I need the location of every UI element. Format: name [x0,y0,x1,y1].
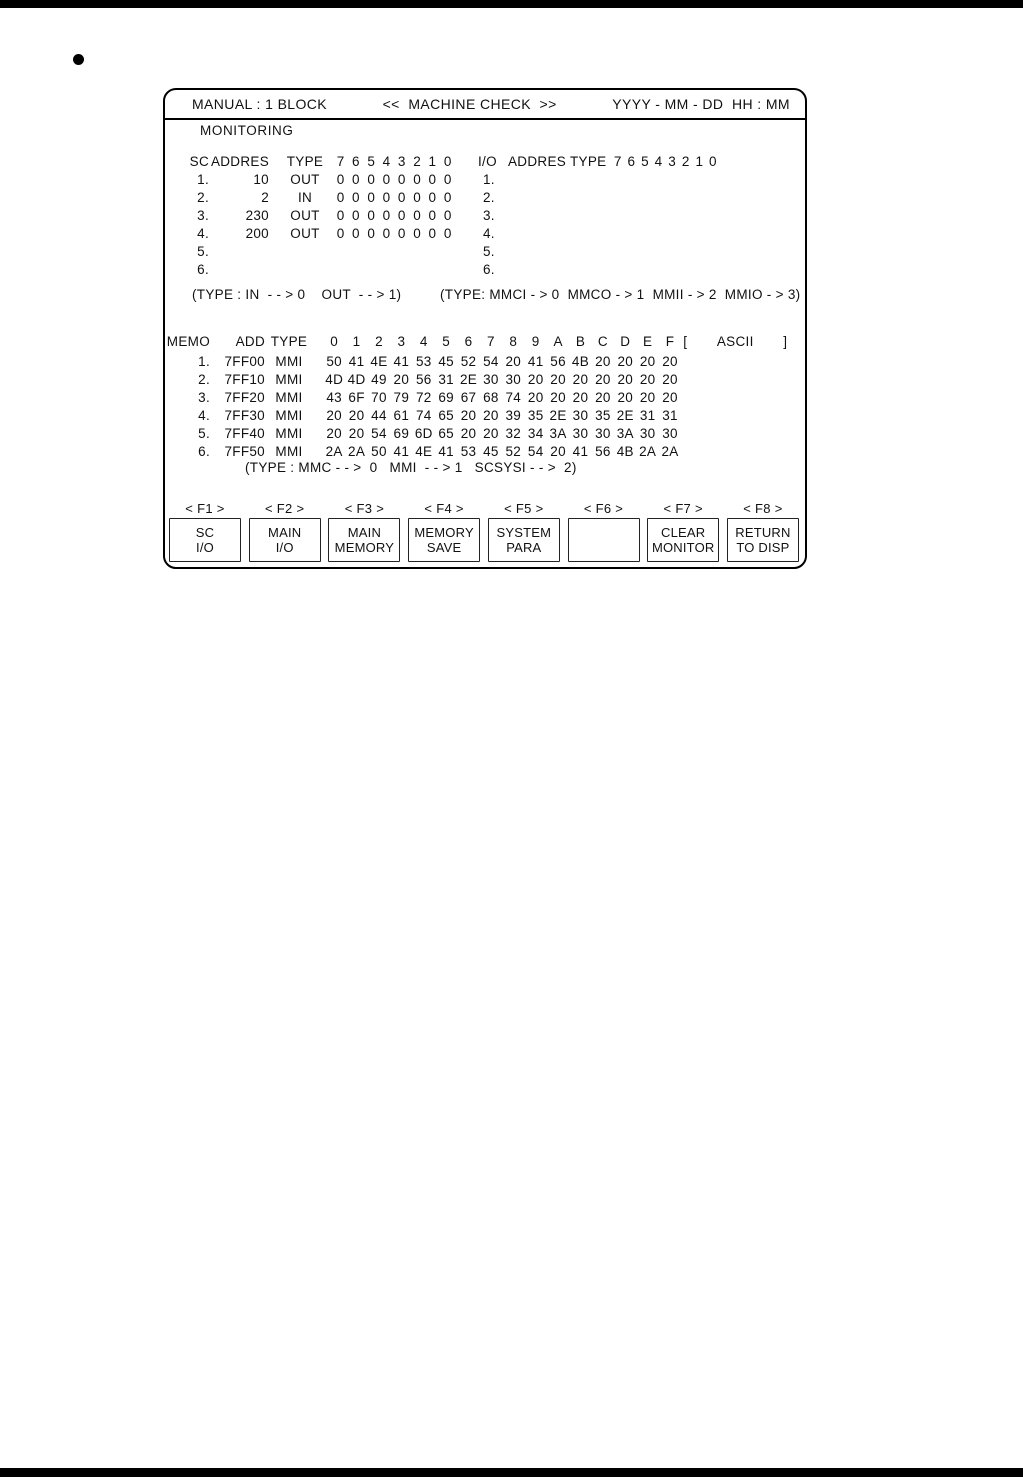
bit-cell: 0 [382,226,391,241]
hex-byte-cell: 20 [572,372,589,387]
table-row [478,189,720,207]
row-number: 2. [483,190,495,205]
table-row [165,189,455,207]
hex-header-cell: 7 [487,334,495,349]
bit-cell: 0 [428,226,437,241]
memory-monitor-table [165,333,787,461]
hex-byte-cell: 69 [393,426,410,441]
mode-status: MANUAL : 1 BLOCK [192,96,328,112]
hex-byte-cell: 72 [415,390,432,405]
table-row [478,261,720,279]
row-number: 5. [483,244,495,259]
hex-byte-cell: 20 [483,426,499,441]
hex-byte-cell: 20 [617,354,634,369]
fkey-f3-button[interactable] [328,518,400,562]
hex-byte-cell: 34 [527,426,544,441]
fkey-f5-label: < F5 > [504,501,544,516]
hex-byte-cell: 20 [550,444,566,459]
hex-byte-cell: 41 [572,444,589,459]
hex-byte-cell: 20 [595,390,611,405]
fkey-f6-button[interactable] [568,518,640,562]
hex-byte-cell: 50 [326,354,342,369]
memo-table-header [165,333,787,351]
hex-byte-cell: 45 [438,354,454,369]
hex-byte-cell: 20 [460,408,477,423]
hex-header-cell: 4 [419,334,428,349]
hex-byte-cell: 20 [348,426,365,441]
hex-byte-cell: 41 [348,354,365,369]
type-value: IN [297,190,313,205]
hex-byte-cell: 20 [639,354,656,369]
hex-byte-cell: 41 [527,354,544,369]
hex-byte-cell: 67 [460,390,477,405]
hex-byte-cell: 30 [505,372,522,387]
hex-byte-cell: 31 [662,408,678,423]
hex-byte-cell: 20 [326,426,342,441]
screen-header [165,90,805,118]
hex-byte-cell: 20 [550,372,566,387]
hex-byte-cell: 20 [617,390,634,405]
row-number: 3. [198,390,210,405]
hex-byte-cell: 56 [550,354,566,369]
hex-byte-cell: 54 [527,444,544,459]
bit-cell: 0 [367,172,376,187]
bit-cell: 0 [413,190,422,205]
table-row [165,261,455,279]
col-header-ascii: ASCII [716,334,754,349]
fkey-button-text: MONITOR [651,540,715,555]
hex-byte-cell: 61 [393,408,410,423]
hex-byte-cell: 74 [415,408,432,423]
hex-byte-cell: 53 [415,354,432,369]
type-value: MMI [275,408,303,423]
hex-byte-cell: 41 [438,444,454,459]
address-value: 7FF40 [224,426,265,441]
fkey-button-row [169,518,799,562]
hex-byte-cell: 70 [371,390,387,405]
hex-byte-cell: 43 [326,390,342,405]
hex-byte-cell: 20 [527,390,544,405]
hex-byte-cell: 65 [438,408,454,423]
table-row [165,425,787,443]
row-number: 1. [197,172,209,187]
hex-byte-cell: 20 [662,354,678,369]
row-number: 4. [483,226,495,241]
fkey-f4-button[interactable] [408,518,480,562]
bit-values [333,189,455,207]
hex-byte-cell: 2A [661,444,679,459]
bit-header-cell: 6 [352,154,360,169]
bit-header-cell: 2 [681,154,690,169]
hex-byte-cell: 35 [595,408,611,423]
sc-table-header [165,153,455,171]
fkey-button-text: TO DISP [736,540,790,555]
hex-byte-cell: 54 [483,354,499,369]
fkey-f3-label: < F3 > [344,501,385,516]
hex-byte-values [323,353,681,371]
hex-byte-cell: 6D [414,426,433,441]
hex-byte-cell: 20 [348,408,365,423]
address-value: 7FF20 [224,390,265,405]
page-top-rule [0,0,1023,8]
hex-header-cell: 5 [442,334,451,349]
row-number: 3. [197,208,209,223]
row-number: 5. [198,426,210,441]
hex-byte-cell: 20 [505,354,522,369]
bit-column-headers [611,153,720,171]
datetime-field: YYYY - MM - DD HH : MM [612,96,790,112]
fkey-button-text: I/O [196,540,214,555]
row-number: 1. [483,172,495,187]
hex-byte-cell: 20 [617,372,634,387]
hex-header-cell: 6 [464,334,473,349]
row-number: 1. [198,354,210,369]
bit-column-headers [333,153,455,171]
table-row [165,225,455,243]
address-value: 7FF30 [224,408,265,423]
hex-byte-cell: 31 [438,372,454,387]
fkey-f7-button[interactable] [647,518,719,562]
bit-header-cell: 4 [382,154,391,169]
bit-cell: 0 [352,172,360,187]
hex-byte-cell: 30 [483,372,499,387]
type-value: MMI [275,444,303,459]
machine-check-screen [163,88,807,569]
col-header-memo: MEMO [166,334,210,349]
bit-cell: 0 [382,208,391,223]
bit-header-cell: 0 [709,154,717,169]
hex-byte-cell: 3A [616,426,634,441]
hex-byte-cell: 6F [348,390,365,405]
fkey-button-text: CLEAR [661,525,706,540]
hex-header-cell: E [643,334,653,349]
hex-byte-values [323,443,681,461]
table-row [165,389,787,407]
fkey-button-text: MAIN [347,525,382,540]
hex-byte-cell: 4B [616,444,634,459]
fkey-label-row [169,501,799,516]
io-table-header [478,153,720,171]
bit-cell: 0 [413,208,422,223]
hex-byte-cell: 2E [549,408,567,423]
screen-title: << MACHINE CHECK >> [382,96,557,112]
table-row [165,443,787,461]
ascii-bracket-open: [ [683,334,688,349]
hex-byte-cell: 20 [393,372,410,387]
type-value: OUT [290,226,320,241]
fkey-button-text: I/O [275,540,294,555]
hex-byte-cell: 20 [639,372,656,387]
hex-byte-cell: 44 [371,408,387,423]
hex-byte-cell: 30 [595,426,611,441]
fkey-button-text: MEMORY [414,525,474,540]
hex-header-cell: A [553,334,563,349]
hex-byte-cell: 4D [347,372,366,387]
hex-byte-cell: 74 [505,390,522,405]
fkey-f2-label: < F2 > [265,501,305,516]
col-header-addres: ADDRES [210,154,269,169]
bit-cell: 0 [382,190,391,205]
hex-byte-cell: 45 [483,444,499,459]
hex-column-headers [323,333,681,351]
hex-byte-cell: 56 [415,372,432,387]
hex-byte-cell: 30 [662,426,678,441]
table-row [165,207,455,225]
hex-header-cell: 2 [375,334,383,349]
bit-cell: 0 [336,172,345,187]
bit-values [333,225,455,243]
hex-byte-cell: 79 [393,390,410,405]
row-number: 2. [198,372,210,387]
addres-value: 10 [253,172,269,187]
bit-cell: 0 [443,172,452,187]
page-bottom-rule [0,1468,1023,1477]
memo-type-note: (TYPE : MMC - - > 0 MMI - - > 1 SCSYSI - - > 2) [245,460,577,475]
hex-byte-cell: 20 [639,390,656,405]
table-row [478,225,720,243]
bit-cell: 0 [367,226,376,241]
bit-header-cell: 4 [654,154,663,169]
bit-cell: 0 [428,208,437,223]
table-row [165,243,455,261]
bit-cell: 0 [397,190,406,205]
row-number: 6. [483,262,495,277]
hex-byte-cell: 20 [595,354,611,369]
bit-cell: 0 [367,190,376,205]
type-value: OUT [290,172,320,187]
hex-byte-cell: 20 [595,372,611,387]
hex-header-cell: 8 [509,334,518,349]
hex-byte-cell: 65 [438,426,454,441]
row-number: 3. [483,208,495,223]
bit-cell: 0 [443,208,452,223]
bit-cell: 0 [382,172,391,187]
table-row [478,207,720,225]
table-row [165,353,787,371]
type-value: MMI [275,390,303,405]
bit-cell: 0 [413,226,422,241]
hex-byte-cell: 2E [616,408,634,423]
fkey-button-text: MAIN [268,525,302,540]
hex-byte-cell: 20 [662,372,678,387]
section-title: MONITORING [200,123,294,138]
bit-cell: 0 [352,226,360,241]
hex-byte-cell: 4B [571,354,590,369]
fkey-button-text: SC [195,525,215,540]
row-number: 4. [198,408,210,423]
type-value: MMI [275,426,303,441]
hex-byte-cell: 30 [639,426,656,441]
hex-byte-cell: 20 [326,408,342,423]
bit-cell: 0 [443,226,452,241]
fkey-f4-label: < F4 > [424,501,464,516]
bit-cell: 0 [413,172,422,187]
hex-byte-cell: 53 [460,444,477,459]
bit-cell: 0 [428,190,437,205]
bit-cell: 0 [352,190,360,205]
bit-header-cell: 3 [668,154,677,169]
bit-header-cell: 2 [413,154,422,169]
bit-header-cell: 1 [428,154,437,169]
fkey-f8-button[interactable] [727,518,799,562]
col-header-io: I/O [478,154,497,169]
bit-cell: 0 [336,190,345,205]
hex-header-cell: 0 [330,334,339,349]
hex-byte-cell: 2A [325,444,343,459]
address-value: 7FF10 [224,372,265,387]
fkey-button-text: MEMORY [334,540,395,555]
col-header-type: TYPE [270,334,308,349]
hex-byte-values [323,389,681,407]
bit-cell: 0 [367,208,376,223]
hex-byte-cell: 41 [393,444,410,459]
hex-byte-cell: 56 [595,444,611,459]
hex-byte-cell: 20 [572,390,589,405]
fkey-button-text: SYSTEM [496,525,552,540]
bit-cell: 0 [397,208,406,223]
hex-byte-cell: 4E [370,354,388,369]
addres-value: 230 [245,208,269,223]
table-row [478,243,720,261]
fkey-f8-label: < F8 > [743,501,783,516]
bit-cell: 0 [336,208,345,223]
fkey-f5-button[interactable] [488,518,560,562]
hex-header-cell: 9 [531,334,540,349]
hex-byte-cell: 50 [371,444,387,459]
row-number: 6. [197,262,209,277]
fkey-f1-label: < F1 > [185,501,225,516]
hex-byte-cell: 4E [415,444,433,459]
list-bullet-icon [73,54,84,65]
bit-header-cell: 6 [627,154,636,169]
fkey-button-text: PARA [506,540,542,555]
bit-header-cell: 5 [367,154,376,169]
hex-header-cell: D [620,334,631,349]
fkey-button-text: SAVE [426,540,462,555]
hex-byte-cell: 20 [483,408,499,423]
hex-byte-cell: 2E [459,372,478,387]
hex-byte-cell: 30 [572,426,589,441]
hex-byte-cell: 68 [483,390,499,405]
address-value: 7FF00 [224,354,265,369]
fkey-f7-label: < F7 > [663,501,703,516]
row-number: 4. [197,226,209,241]
fkey-f1-button[interactable] [169,518,241,562]
hex-byte-cell: 20 [550,390,566,405]
row-number: 6. [198,444,210,459]
hex-byte-values [323,371,681,389]
hex-byte-values [323,425,681,443]
bit-cell: 0 [397,226,406,241]
ascii-bracket-close: ] [783,334,788,349]
hex-byte-values [323,407,681,425]
io-type-note: (TYPE: MMCI - > 0 MMCO - > 1 MMII - > 2 MMIO - > 3) [440,287,801,302]
type-value: MMI [275,354,303,369]
hex-byte-cell: 49 [371,372,387,387]
col-header-sc: SC [189,154,209,169]
hex-byte-cell: 52 [460,354,477,369]
hex-header-cell: 1 [352,334,361,349]
row-number: 5. [197,244,209,259]
hex-byte-cell: 3A [549,426,567,441]
addres-value: 200 [245,226,269,241]
addres-value: 2 [261,190,269,205]
hex-header-cell: 3 [397,334,406,349]
address-value: 7FF50 [224,444,265,459]
bit-cell: 0 [397,172,406,187]
bit-cell: 0 [352,208,360,223]
fkey-button-text: RETURN [735,525,791,540]
bit-header-cell: 0 [443,154,452,169]
bit-header-cell: 7 [336,154,345,169]
hex-header-cell: C [597,334,608,349]
table-row [165,407,787,425]
col-header-add: ADD [235,334,265,349]
sc-monitor-table [165,153,455,279]
hex-byte-cell: 4D [325,372,344,387]
bit-cell: 0 [443,190,452,205]
hex-byte-cell: 2A [639,444,657,459]
hex-byte-cell: 32 [505,426,522,441]
col-header-addres: ADDRES [508,154,567,169]
hex-byte-cell: 35 [527,408,544,423]
hex-byte-cell: 52 [505,444,522,459]
sc-type-note: (TYPE : IN - - > 0 OUT - - > 1) [192,287,402,302]
type-value: OUT [290,208,320,223]
hex-byte-cell: 54 [371,426,387,441]
io-monitor-table [478,153,720,279]
bit-values [333,207,455,225]
fkey-f6-label: < F6 > [583,501,624,516]
bit-header-cell: 5 [641,154,649,169]
bit-header-cell: 7 [613,154,622,169]
hex-byte-cell: 20 [460,426,477,441]
table-row [165,171,455,189]
table-row [165,371,787,389]
bit-header-cell: 3 [397,154,406,169]
bit-cell: 0 [336,226,345,241]
type-value: MMI [275,372,303,387]
hex-header-cell: B [575,334,586,349]
col-header-type: TYPE [570,154,607,169]
hex-byte-cell: 31 [639,408,656,423]
col-header-type: TYPE [286,154,324,169]
bit-cell: 0 [428,172,437,187]
hex-byte-cell: 20 [527,372,544,387]
table-row [478,171,720,189]
hex-byte-cell: 20 [662,390,678,405]
row-number: 2. [197,190,209,205]
fkey-f2-button[interactable] [249,518,321,562]
hex-byte-cell: 41 [393,354,410,369]
hex-byte-cell: 2A [348,444,366,459]
hex-header-cell: F [665,334,675,349]
hex-byte-cell: 69 [438,390,454,405]
memo-rows [165,353,787,461]
bit-values [333,171,455,189]
hex-byte-cell: 30 [572,408,589,423]
bit-header-cell: 1 [695,154,704,169]
header-divider [165,118,805,120]
hex-byte-cell: 39 [505,408,522,423]
